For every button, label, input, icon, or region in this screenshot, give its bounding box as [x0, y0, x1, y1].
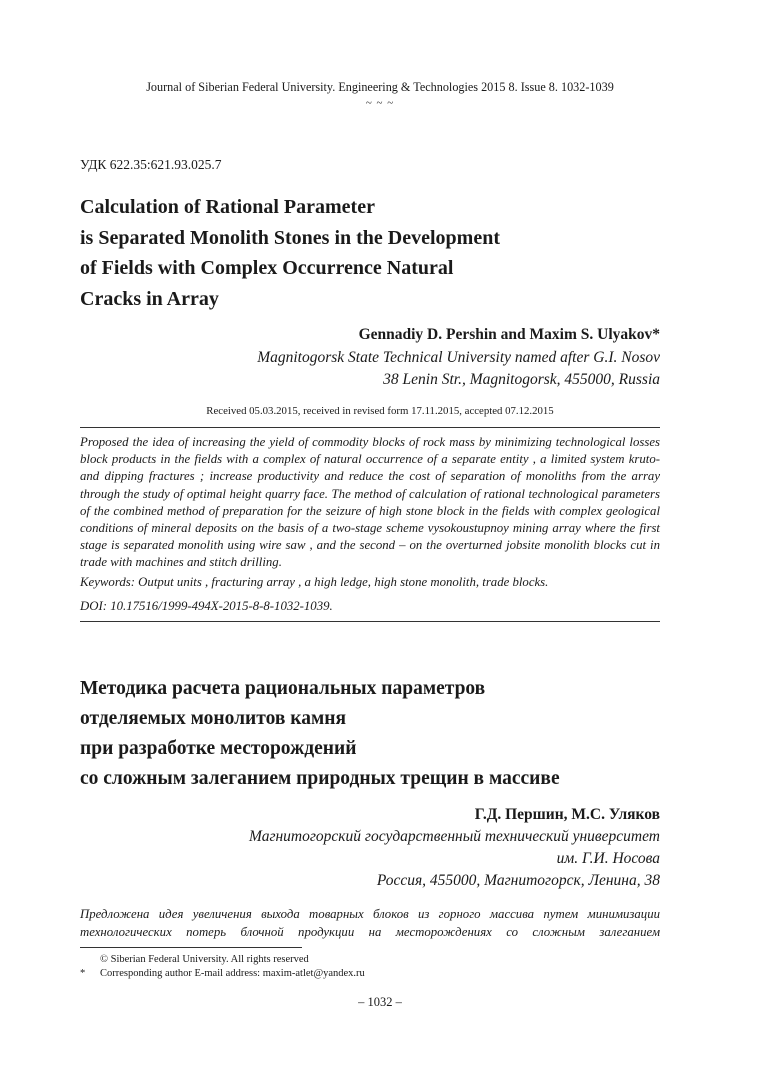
header-separator: ~ ~ ~ [365, 97, 395, 109]
title-ru-line: отделяемых монолитов камня [80, 708, 347, 729]
title-en-line: Cracks in Array [80, 287, 219, 310]
affiliation-ru-line: Россия, 455000, Магнитогорск, Ленина, 38 [376, 872, 660, 889]
affiliation-ru-line: им. Г.И. Носова [556, 850, 660, 867]
doi: DOI: 10.17516/1999-494X-2015-8-8-1032-1039. [80, 599, 333, 613]
footnote-mark: * [80, 968, 86, 979]
title-ru-line: Методика расчета рациональных параметров [80, 678, 486, 699]
authors-russian: Г.Д. Першин, М.С. Уляков [474, 806, 660, 823]
title-en-line: is Separated Monolith Stones in the Development [80, 226, 500, 249]
title-english [80, 192, 560, 314]
footnote-mark [80, 953, 100, 967]
affiliation-en-line: 38 Lenin Str., Magnitogorsk, 455000, Russia [383, 370, 660, 388]
footnote-copyright [80, 953, 365, 967]
abstract-ru-line: технологических потерь блочной продукции на месторождениях со сложным залеганием [80, 924, 660, 939]
affiliation-english [257, 347, 660, 390]
received-dates: Received 05.03.2015, received in revised form 17.11.2015, accepted 07.12.2015 [206, 405, 554, 417]
divider-top [80, 427, 660, 428]
footnote-text: Corresponding author E-mail address: maxim-atlet@yandex.ru [100, 968, 365, 979]
abstract-ru-line: Предложена идея увеличения выхода товарных блоков из горного массива путем минимизации [80, 907, 660, 921]
title-russian [80, 674, 640, 794]
footnote-divider [80, 947, 302, 948]
authors-english: Gennadiy D. Pershin and Maxim S. Ulyakov* [358, 326, 660, 343]
title-en-line: Calculation of Rational Parameter [80, 196, 375, 218]
footnotes [80, 953, 365, 981]
affiliation-ru-line: Магнитогорский государственный технический университет [249, 828, 660, 845]
udk-code: УДК 622.35:621.93.025.7 [80, 157, 222, 172]
footnote-corresponding [80, 967, 365, 981]
page-number: – 1032 – [358, 995, 402, 1009]
abstract-russian [80, 906, 660, 941]
affiliation-en-line: Magnitogorsk State Technical University named after G.I. Nosov [257, 349, 660, 366]
affiliation-russian [249, 826, 660, 892]
title-ru-line: со сложным залеганием природных трещин в массиве [80, 768, 560, 789]
divider-bottom [80, 621, 660, 622]
title-ru-line: при разработке месторождений [80, 738, 357, 759]
keywords: Keywords: Output units , fracturing array , a high ledge, high stone monolith, trade blocks. [80, 575, 549, 589]
abstract-english: Proposed the idea of increasing the yield of commodity blocks of rock mass by minimizing technological losses block products in the fields with a complex of natural occurrence of a separate entity , a limited system kruto- and dipping fractures ; increase productivity and reduce the cost of separation of monoliths from the array through the study of optimal height quarry face. The method of calculation of rational technological parameters of the combined method of preparation for the seizure of high stone block in the fields with complex geological conditions of mineral deposits on the basis of a two-stage scheme vysokoustupnoy mining array where the first stage is separated monolith using wire saw , and the second – on the overturned jobsite monolith blocks cut in trade with machines and stitch drilling. [80, 435, 660, 570]
footnote-text: © Siberian Federal University. All rights reserved [100, 954, 309, 965]
title-en-line: of Fields with Complex Occurrence Natural [80, 257, 454, 279]
journal-header: Journal of Siberian Federal University. Engineering & Technologies 2015 8. Issue 8. 1032-1039 [146, 80, 614, 94]
